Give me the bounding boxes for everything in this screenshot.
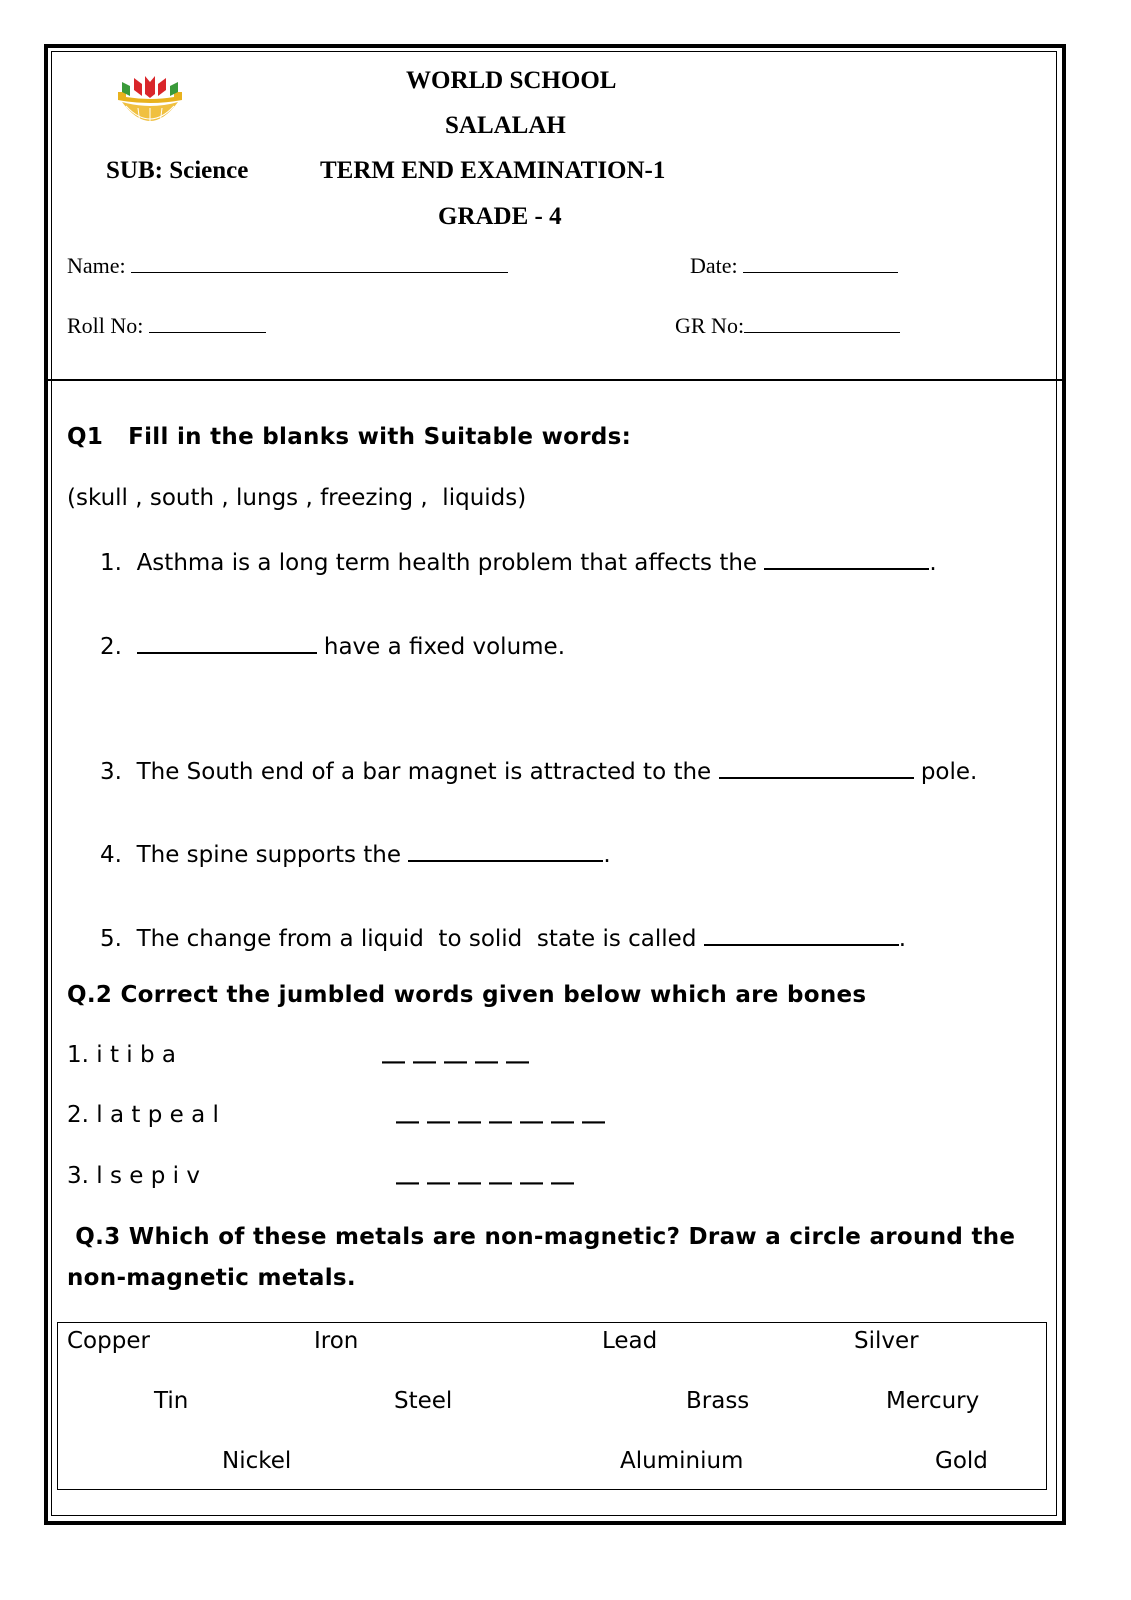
- metal-silver[interactable]: Silver: [854, 1328, 919, 1354]
- metal-tin[interactable]: Tin: [154, 1388, 189, 1414]
- date-field[interactable]: [690, 250, 898, 279]
- gr-label: GR No:: [675, 313, 745, 338]
- name-label: Name:: [67, 253, 126, 278]
- metal-mercury[interactable]: Mercury: [886, 1388, 980, 1414]
- q2-title: Q.2 Correct the jumbled words given below which are bones: [67, 982, 867, 1008]
- q1-item-5: 5. The change from a liquid to solid state is called .: [100, 921, 906, 952]
- metal-steel[interactable]: Steel: [394, 1388, 453, 1414]
- name-field[interactable]: [67, 250, 508, 279]
- q2-item-2: 2. l a t p e a l: [67, 1102, 219, 1128]
- roll-label: Roll No:: [67, 313, 144, 338]
- q3-title-line2: non-magnetic metals.: [67, 1265, 356, 1291]
- grade: GRADE - 4: [438, 203, 562, 230]
- roll-line[interactable]: [149, 310, 266, 333]
- metal-aluminium[interactable]: Aluminium: [620, 1448, 744, 1474]
- q1-item-2: 2. have a fixed volume.: [100, 629, 565, 660]
- q1-item-3: 3. The South end of a bar magnet is attracted to the pole.: [100, 754, 977, 785]
- answer-blank[interactable]: [408, 837, 603, 862]
- q1-item-4: 4. The spine supports the .: [100, 837, 611, 868]
- date-line[interactable]: [743, 250, 898, 273]
- metal-lead[interactable]: Lead: [602, 1328, 658, 1354]
- q1-title: Q1 Fill in the blanks with Suitable words:: [67, 424, 632, 450]
- name-line[interactable]: [131, 250, 508, 273]
- q1-word-bank: (skull , south , lungs , freezing , liquids): [67, 485, 527, 511]
- metal-iron[interactable]: Iron: [314, 1328, 359, 1354]
- answer-blank[interactable]: [704, 921, 899, 946]
- header-divider: [46, 379, 1064, 381]
- subject: SUB: Science: [106, 157, 249, 184]
- metal-brass[interactable]: Brass: [686, 1388, 750, 1414]
- gr-field[interactable]: [675, 310, 900, 339]
- date-label: Date:: [690, 253, 738, 278]
- roll-field[interactable]: [67, 310, 266, 339]
- metal-nickel[interactable]: Nickel: [222, 1448, 292, 1474]
- q3-title-line1: Q.3 Which of these metals are non-magnetic? Draw a circle around the: [67, 1224, 1016, 1250]
- metal-gold[interactable]: Gold: [935, 1448, 988, 1474]
- school-logo: [112, 70, 188, 130]
- q2-blanks-2[interactable]: __ __ __ __ __ __ __: [396, 1098, 606, 1124]
- answer-blank[interactable]: [137, 629, 317, 654]
- gr-line[interactable]: [744, 310, 900, 333]
- exam-title: TERM END EXAMINATION-1: [320, 157, 666, 184]
- q2-blanks-3[interactable]: __ __ __ __ __ __: [396, 1159, 575, 1185]
- answer-blank[interactable]: [719, 754, 914, 779]
- q2-blanks-1[interactable]: __ __ __ __ __: [382, 1038, 530, 1064]
- q2-item-3: 3. l s e p i v: [67, 1163, 200, 1189]
- school-city: SALALAH: [445, 112, 566, 139]
- q2-item-1: 1. i t i b a: [67, 1042, 176, 1068]
- answer-blank[interactable]: [764, 545, 929, 570]
- q1-item-1: 1. Asthma is a long term health problem that affects the .: [100, 545, 937, 576]
- school-name: WORLD SCHOOL: [406, 67, 617, 94]
- metal-copper[interactable]: Copper: [67, 1328, 150, 1354]
